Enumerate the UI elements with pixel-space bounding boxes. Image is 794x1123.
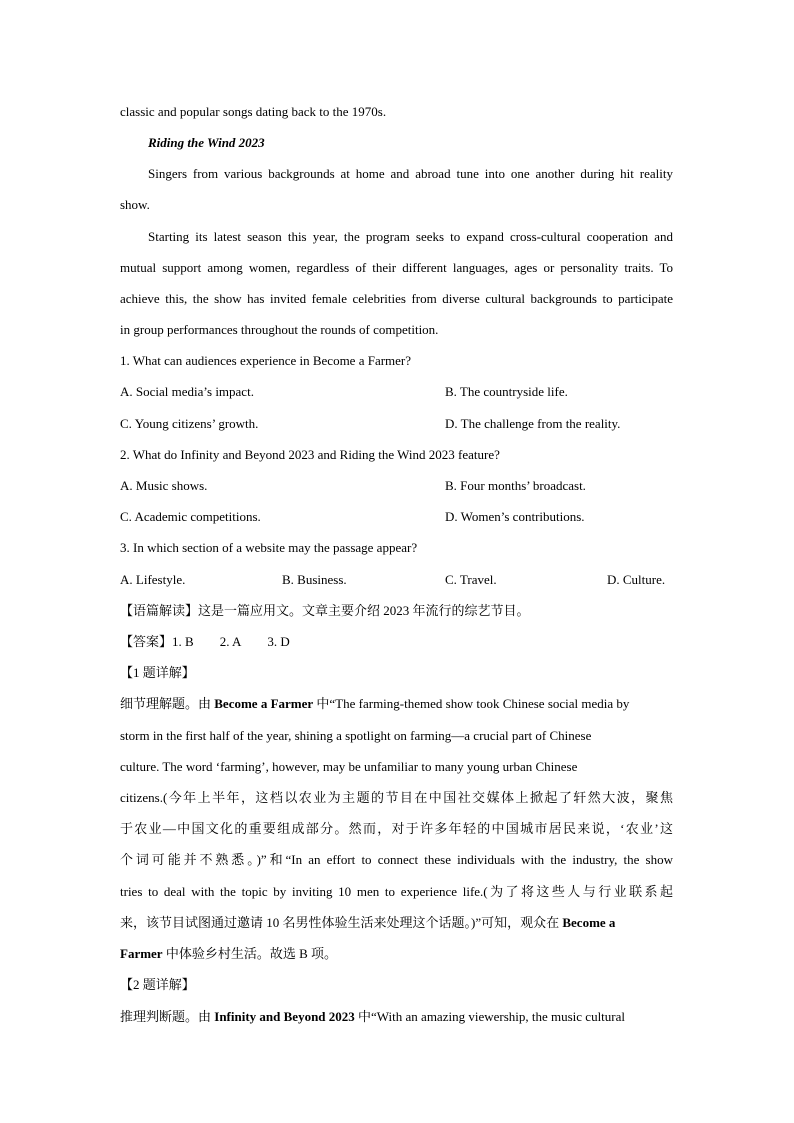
explanation-line: 细节理解题。由 Become a Farmer 中“The farming-themed show took Chinese social media by <box>120 696 630 711</box>
paragraph-line: classic and popular songs dating back to the 1970s. <box>120 104 387 119</box>
question-stem: 1. What can audiences experience in Become a Farmer? <box>120 353 412 368</box>
discourse-analysis: 【语篇解读】这是一篇应用文。文章主要介绍 2023 年流行的综艺节目。 <box>120 603 530 618</box>
option-a: A. Lifestyle. <box>120 572 186 587</box>
answer-key <box>120 634 290 650</box>
answer-item: 1. B <box>172 634 194 649</box>
explanation-line: 推理判断题。由 Infinity and Beyond 2023 中“With an amazing viewership, the music cultural <box>120 1009 626 1024</box>
paragraph-line: show. <box>120 197 150 212</box>
explanation-line: culture. The word ‘farming’, however, may be unfamiliar to many young urban Chinese <box>120 759 578 774</box>
paragraph-line: Singers from various backgrounds at home and abroad tune into one another during hit reality <box>148 166 673 181</box>
paragraph-line: in group performances throughout the rounds of competition. <box>120 322 439 337</box>
answer-label: 【答案】 <box>120 634 173 649</box>
answer-item: 2. A <box>219 634 242 649</box>
explanation-heading: 【1 题详解】 <box>120 665 195 680</box>
paragraph-line: achieve this, the show has invited female celebrities from diverse cultural backgrounds to participate <box>120 291 673 306</box>
option-b: B. Four months’ broadcast. <box>445 478 586 493</box>
paragraph-line: mutual support among women, regardless of their different languages, ages or personality traits. To <box>120 260 673 275</box>
explanation-line: Farmer 中体验乡村生活。故选 B 项。 <box>120 946 338 961</box>
answer-item: 3. D <box>267 634 290 649</box>
explanation-line: 于农业—中国文化的重要组成部分。然而，对于许多年轻的中国城市居民来说，‘农业’这 <box>120 821 673 836</box>
option-a: A. Social media’s impact. <box>120 384 254 399</box>
option-c: C. Travel. <box>445 572 497 587</box>
explanation-line: 个词可能并不熟悉。)”和“In an effort to connect these individuals with the industry, the show <box>120 852 673 867</box>
section-heading: Riding the Wind 2023 <box>148 135 265 150</box>
explanation-line: tries to deal with the topic by inviting 10 men to experience life.(为了将这些人与行业联系起 <box>120 884 673 899</box>
explanation-line: 来，该节目试图通过邀请 10 名男性体验生活来处理这个话题。)”可知，观众在 Become a <box>120 915 616 930</box>
explanation-heading: 【2 题详解】 <box>120 977 195 992</box>
option-c: C. Academic competitions. <box>120 509 261 524</box>
paragraph-line: Starting its latest season this year, the program seeks to expand cross-cultural cooperation and <box>148 229 673 244</box>
option-c: C. Young citizens’ growth. <box>120 416 259 431</box>
explanation-line: storm in the first half of the year, shining a spotlight on farming—a crucial part of Chinese <box>120 728 592 743</box>
option-d: D. Women’s contributions. <box>445 509 585 524</box>
option-b: B. The countryside life. <box>445 384 568 399</box>
explanation-line: citizens.(今年上半年，这档以农业为主题的节目在中国社交媒体上掀起了轩然大波，聚焦 <box>120 790 673 805</box>
question-stem: 2. What do Infinity and Beyond 2023 and Riding the Wind 2023 feature? <box>120 447 500 462</box>
option-b: B. Business. <box>282 572 347 587</box>
option-d: D. The challenge from the reality. <box>445 416 621 431</box>
option-d: D. Culture. <box>607 572 666 587</box>
option-a: A. Music shows. <box>120 478 208 493</box>
question-stem: 3. In which section of a website may the passage appear? <box>120 540 418 555</box>
